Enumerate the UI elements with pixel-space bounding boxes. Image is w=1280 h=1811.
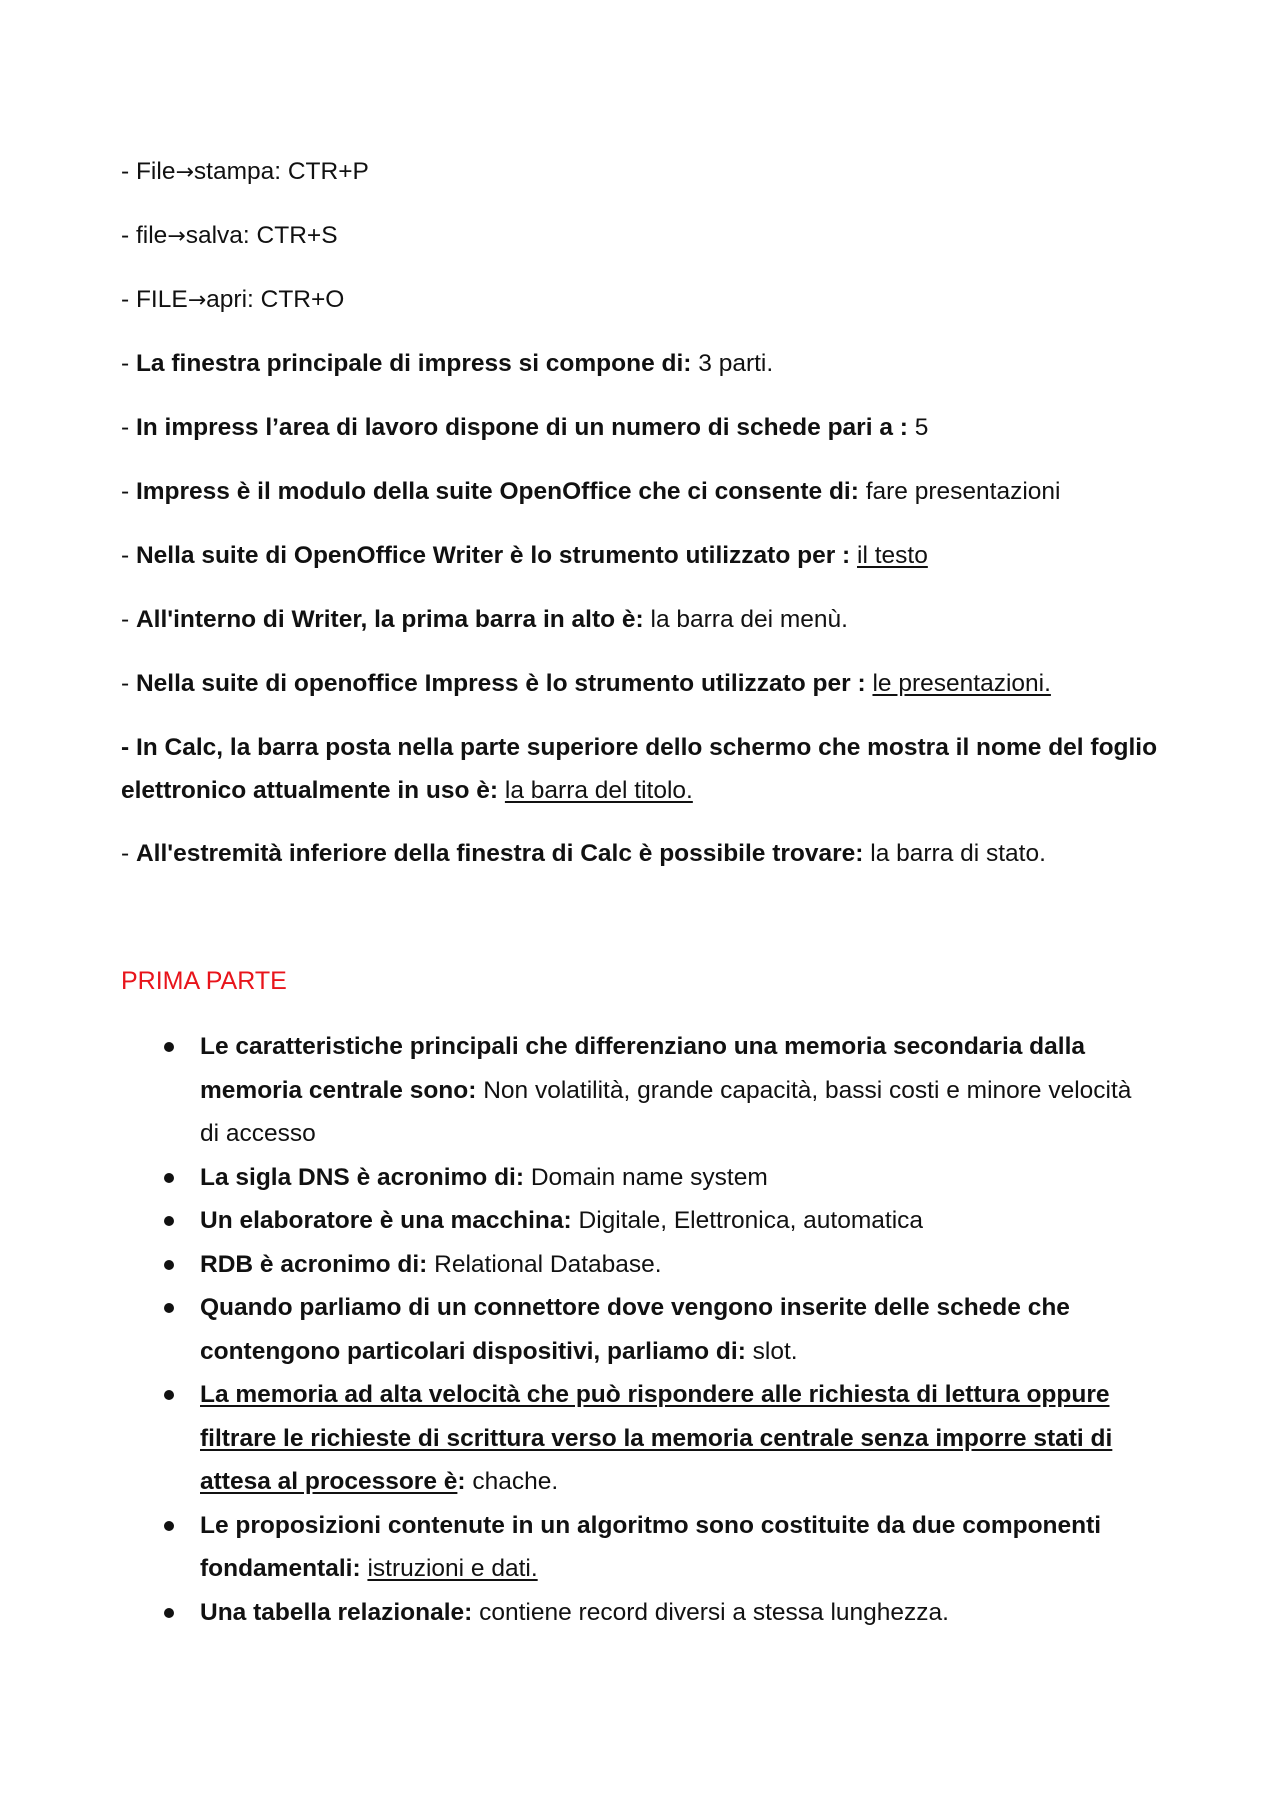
- shortcut-line-print: [121, 150, 1181, 194]
- line-prefix: -: [121, 222, 136, 249]
- question-text: Nella suite di OpenOffice Writer è lo strumento utilizzato per :: [135, 542, 851, 569]
- question-text: Un elaboratore è una macchina:: [200, 1207, 572, 1234]
- menu-name: file: [135, 222, 168, 249]
- bullet-icon: [164, 1216, 174, 1226]
- question-text: RDB è acronimo di:: [200, 1250, 428, 1278]
- answer-text: 5: [907, 414, 929, 441]
- menu-name: File: [135, 158, 176, 185]
- line-prefix: -: [121, 414, 136, 441]
- line-prefix: -: [121, 840, 136, 867]
- right-arrow-icon: →: [175, 160, 194, 185]
- statement-impress-tool: [121, 662, 1181, 705]
- answer-text: Non volatilità, grande capacità, bassi costi e minore velocità di accesso: [200, 1076, 1132, 1147]
- line-prefix: -: [121, 286, 136, 313]
- shortcut-action: salva: CTR+S: [185, 222, 338, 249]
- section-heading: PRIMA PARTE: [121, 967, 287, 995]
- answer-text: la barra dei menù.: [643, 606, 848, 633]
- answer-text: Digitale, Elettronica, automatica: [571, 1207, 924, 1234]
- shortcut-action: stampa: CTR+P: [193, 158, 369, 185]
- bullet-icon: [164, 1521, 174, 1531]
- answer-text: Relational Database.: [427, 1250, 662, 1278]
- question-text: - In Calc, la barra posta nella parte superiore dello schermo che mostra il nome del foglio elettronico attualmente in uso è:: [121, 734, 1158, 804]
- statement-impress-parts: [121, 342, 1181, 385]
- bullet-icon: [164, 1608, 174, 1618]
- question-text: Quando parliamo di un connettore dove vengono inserite delle schede che contengono particolari dispositivi, parliamo di:: [200, 1294, 1070, 1365]
- question-text: All'interno di Writer, la prima barra in alto è:: [135, 606, 644, 633]
- line-prefix: -: [121, 158, 136, 185]
- answer-text: contiene record diversi a stessa lunghezza.: [472, 1598, 949, 1626]
- shortcut-action: apri: CTR+O: [206, 286, 345, 313]
- question-text: La finestra principale di impress si compone di:: [135, 350, 692, 377]
- answer-text: la barra di stato.: [863, 840, 1046, 867]
- right-arrow-icon: →: [187, 288, 207, 313]
- statement-calc-status-bar: [121, 832, 1181, 875]
- bullet-icon: [164, 1260, 174, 1270]
- answer-text: Domain name system: [524, 1163, 768, 1191]
- list-item: [0, 1199, 1150, 1243]
- answer-text: le presentazioni.: [872, 670, 1051, 697]
- question-colon: :: [457, 1468, 466, 1495]
- question-text: La sigla DNS è acronimo di:: [200, 1163, 525, 1191]
- menu-name: FILE: [135, 286, 188, 313]
- bullet-icon: [164, 1303, 174, 1313]
- right-arrow-icon: →: [167, 224, 186, 249]
- statement-impress-tabs: [121, 406, 1181, 449]
- answer-text: la barra del titolo.: [504, 777, 693, 804]
- question-bullet-list: [0, 1025, 1280, 1634]
- list-item: [0, 1243, 1150, 1287]
- bullet-icon: [164, 1390, 174, 1400]
- question-text: Le caratteristiche principali che differenziano una memoria secondaria dalla memoria centrale sono:: [200, 1033, 1086, 1104]
- list-item: [0, 1286, 1150, 1373]
- statement-impress-module: [121, 470, 1181, 513]
- question-text: All'estremità inferiore della finestra di Calc è possibile trovare:: [135, 840, 864, 867]
- answer-text: 3 parti.: [691, 350, 774, 377]
- statement-calc-title-bar: [121, 726, 1166, 812]
- statement-writer-tool: [121, 534, 1181, 577]
- question-text: In impress l’area di lavoro dispone di un numero di schede pari a :: [135, 414, 908, 441]
- line-prefix: -: [121, 670, 136, 697]
- question-text: Le proposizioni contenute in un algoritmo sono costituite da due componenti fondamentali:: [200, 1511, 1102, 1582]
- shortcut-line-open: [121, 278, 1181, 322]
- list-item: [0, 1025, 1150, 1156]
- question-text: Nella suite di openoffice Impress è lo strumento utilizzato per :: [135, 670, 866, 697]
- question-text: Una tabella relazionale:: [200, 1598, 473, 1626]
- question-text: Impress è il modulo della suite OpenOffice che ci consente di:: [135, 478, 859, 505]
- line-prefix: -: [121, 606, 136, 633]
- answer-text: fare presentazioni: [858, 478, 1061, 505]
- shortcut-line-save: [121, 214, 1181, 258]
- list-item: [0, 1591, 1150, 1635]
- list-item: [0, 1504, 1150, 1591]
- statement-writer-first-bar: [121, 598, 1181, 641]
- line-prefix: -: [121, 350, 136, 377]
- list-item: [0, 1373, 1150, 1504]
- bullet-icon: [164, 1042, 174, 1052]
- line-prefix: -: [121, 478, 136, 505]
- answer-text: istruzioni e dati.: [367, 1555, 538, 1582]
- answer-text: il testo: [857, 542, 928, 569]
- bullet-icon: [164, 1173, 174, 1183]
- list-item: [0, 1156, 1150, 1200]
- line-prefix: -: [121, 542, 136, 569]
- answer-text: chache.: [465, 1468, 559, 1495]
- question-text: La memoria ad alta velocità che può rispondere alle richiesta di lettura oppure filtrare le richieste di scrittura verso la memoria centrale senza imporre stati di attesa al processore è: [200, 1381, 1113, 1495]
- answer-text: slot.: [745, 1337, 798, 1365]
